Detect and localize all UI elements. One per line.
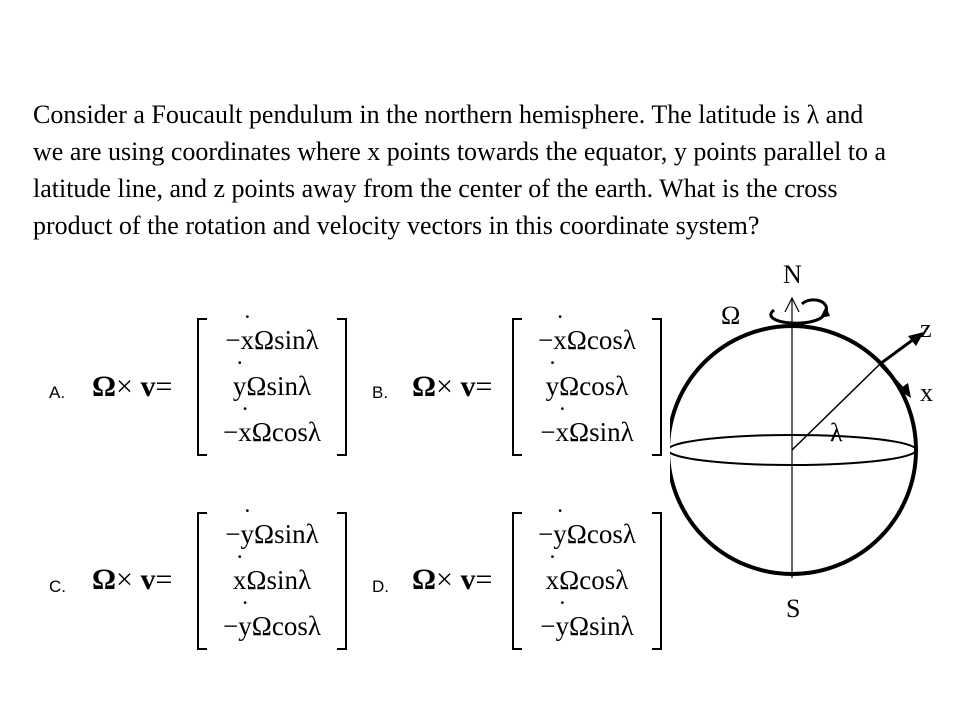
cross-symbol: × [436, 563, 453, 596]
option-d-lhs [412, 563, 492, 597]
option-d-matrix [512, 512, 662, 650]
matrix-row-2: y ˙Ωcosλ [524, 370, 650, 402]
omega-label: Ω [721, 301, 741, 330]
velocity-symbol: v [140, 370, 156, 403]
option-b-matrix [512, 318, 662, 456]
equals-symbol: = [155, 563, 173, 596]
equals-symbol: = [155, 370, 173, 403]
left-bracket [512, 512, 522, 650]
matrix-row-2: x ˙Ωcosλ [524, 564, 650, 596]
omega-symbol: Ω [412, 370, 437, 403]
right-bracket [652, 512, 662, 650]
option-a-lhs [92, 370, 172, 404]
omega-symbol: Ω [92, 563, 117, 596]
question-text: Consider a Foucault pendulum in the northern hemisphere. The latitude is λ and we are using coordinates where x points towards the equator, y points parallel to a latitude line, and z points away from the center of the earth. What is the cross product of the rotation and velocity vectors in this coordinate system? [33, 100, 887, 240]
option-d-label: D. [372, 577, 389, 596]
right-bracket [337, 512, 347, 650]
velocity-symbol: v [460, 370, 476, 403]
matrix-row-3: −x ˙Ωcosλ [209, 416, 335, 448]
matrix-row-3: −x ˙Ωsinλ [524, 416, 650, 448]
option-c-lhs [92, 563, 172, 597]
globe-diagram [670, 250, 960, 590]
equals-symbol: = [475, 563, 493, 596]
option-b-lhs [412, 370, 492, 404]
omega-symbol: Ω [412, 563, 437, 596]
option-a-label: A. [49, 383, 66, 402]
matrix-row-1: −y ˙Ωsinλ [209, 518, 335, 550]
option-c-label: C. [49, 577, 66, 596]
option-c-matrix [197, 512, 347, 650]
latitude-angle-label: λ [830, 418, 843, 447]
right-bracket [652, 318, 662, 456]
cross-symbol: × [436, 370, 453, 403]
omega-symbol: Ω [92, 370, 117, 403]
left-bracket [197, 512, 207, 650]
south-label: S [786, 594, 801, 623]
velocity-symbol: v [460, 563, 476, 596]
north-label: N [783, 260, 802, 289]
matrix-row-3: −y ˙Ωsinλ [524, 610, 650, 642]
left-bracket [197, 318, 207, 456]
option-b-label: B. [372, 383, 389, 402]
z-axis-label: z [920, 314, 932, 343]
matrix-row-3: −y ˙Ωcosλ [209, 610, 335, 642]
x-axis-label: x [920, 378, 933, 407]
left-bracket [512, 318, 522, 456]
matrix-row-2: x ˙Ωsinλ [209, 564, 335, 596]
cross-symbol: × [116, 563, 133, 596]
cross-symbol: × [116, 370, 133, 403]
right-bracket [337, 318, 347, 456]
matrix-row-1: −x ˙Ωsinλ [209, 324, 335, 356]
velocity-symbol: v [140, 563, 156, 596]
matrix-row-1: −y ˙Ωcosλ [524, 518, 650, 550]
matrix-row-2: y ˙Ωsinλ [209, 370, 335, 402]
matrix-row-1: −x ˙Ωcosλ [524, 324, 650, 356]
equals-symbol: = [475, 370, 493, 403]
option-a-matrix [197, 318, 347, 456]
